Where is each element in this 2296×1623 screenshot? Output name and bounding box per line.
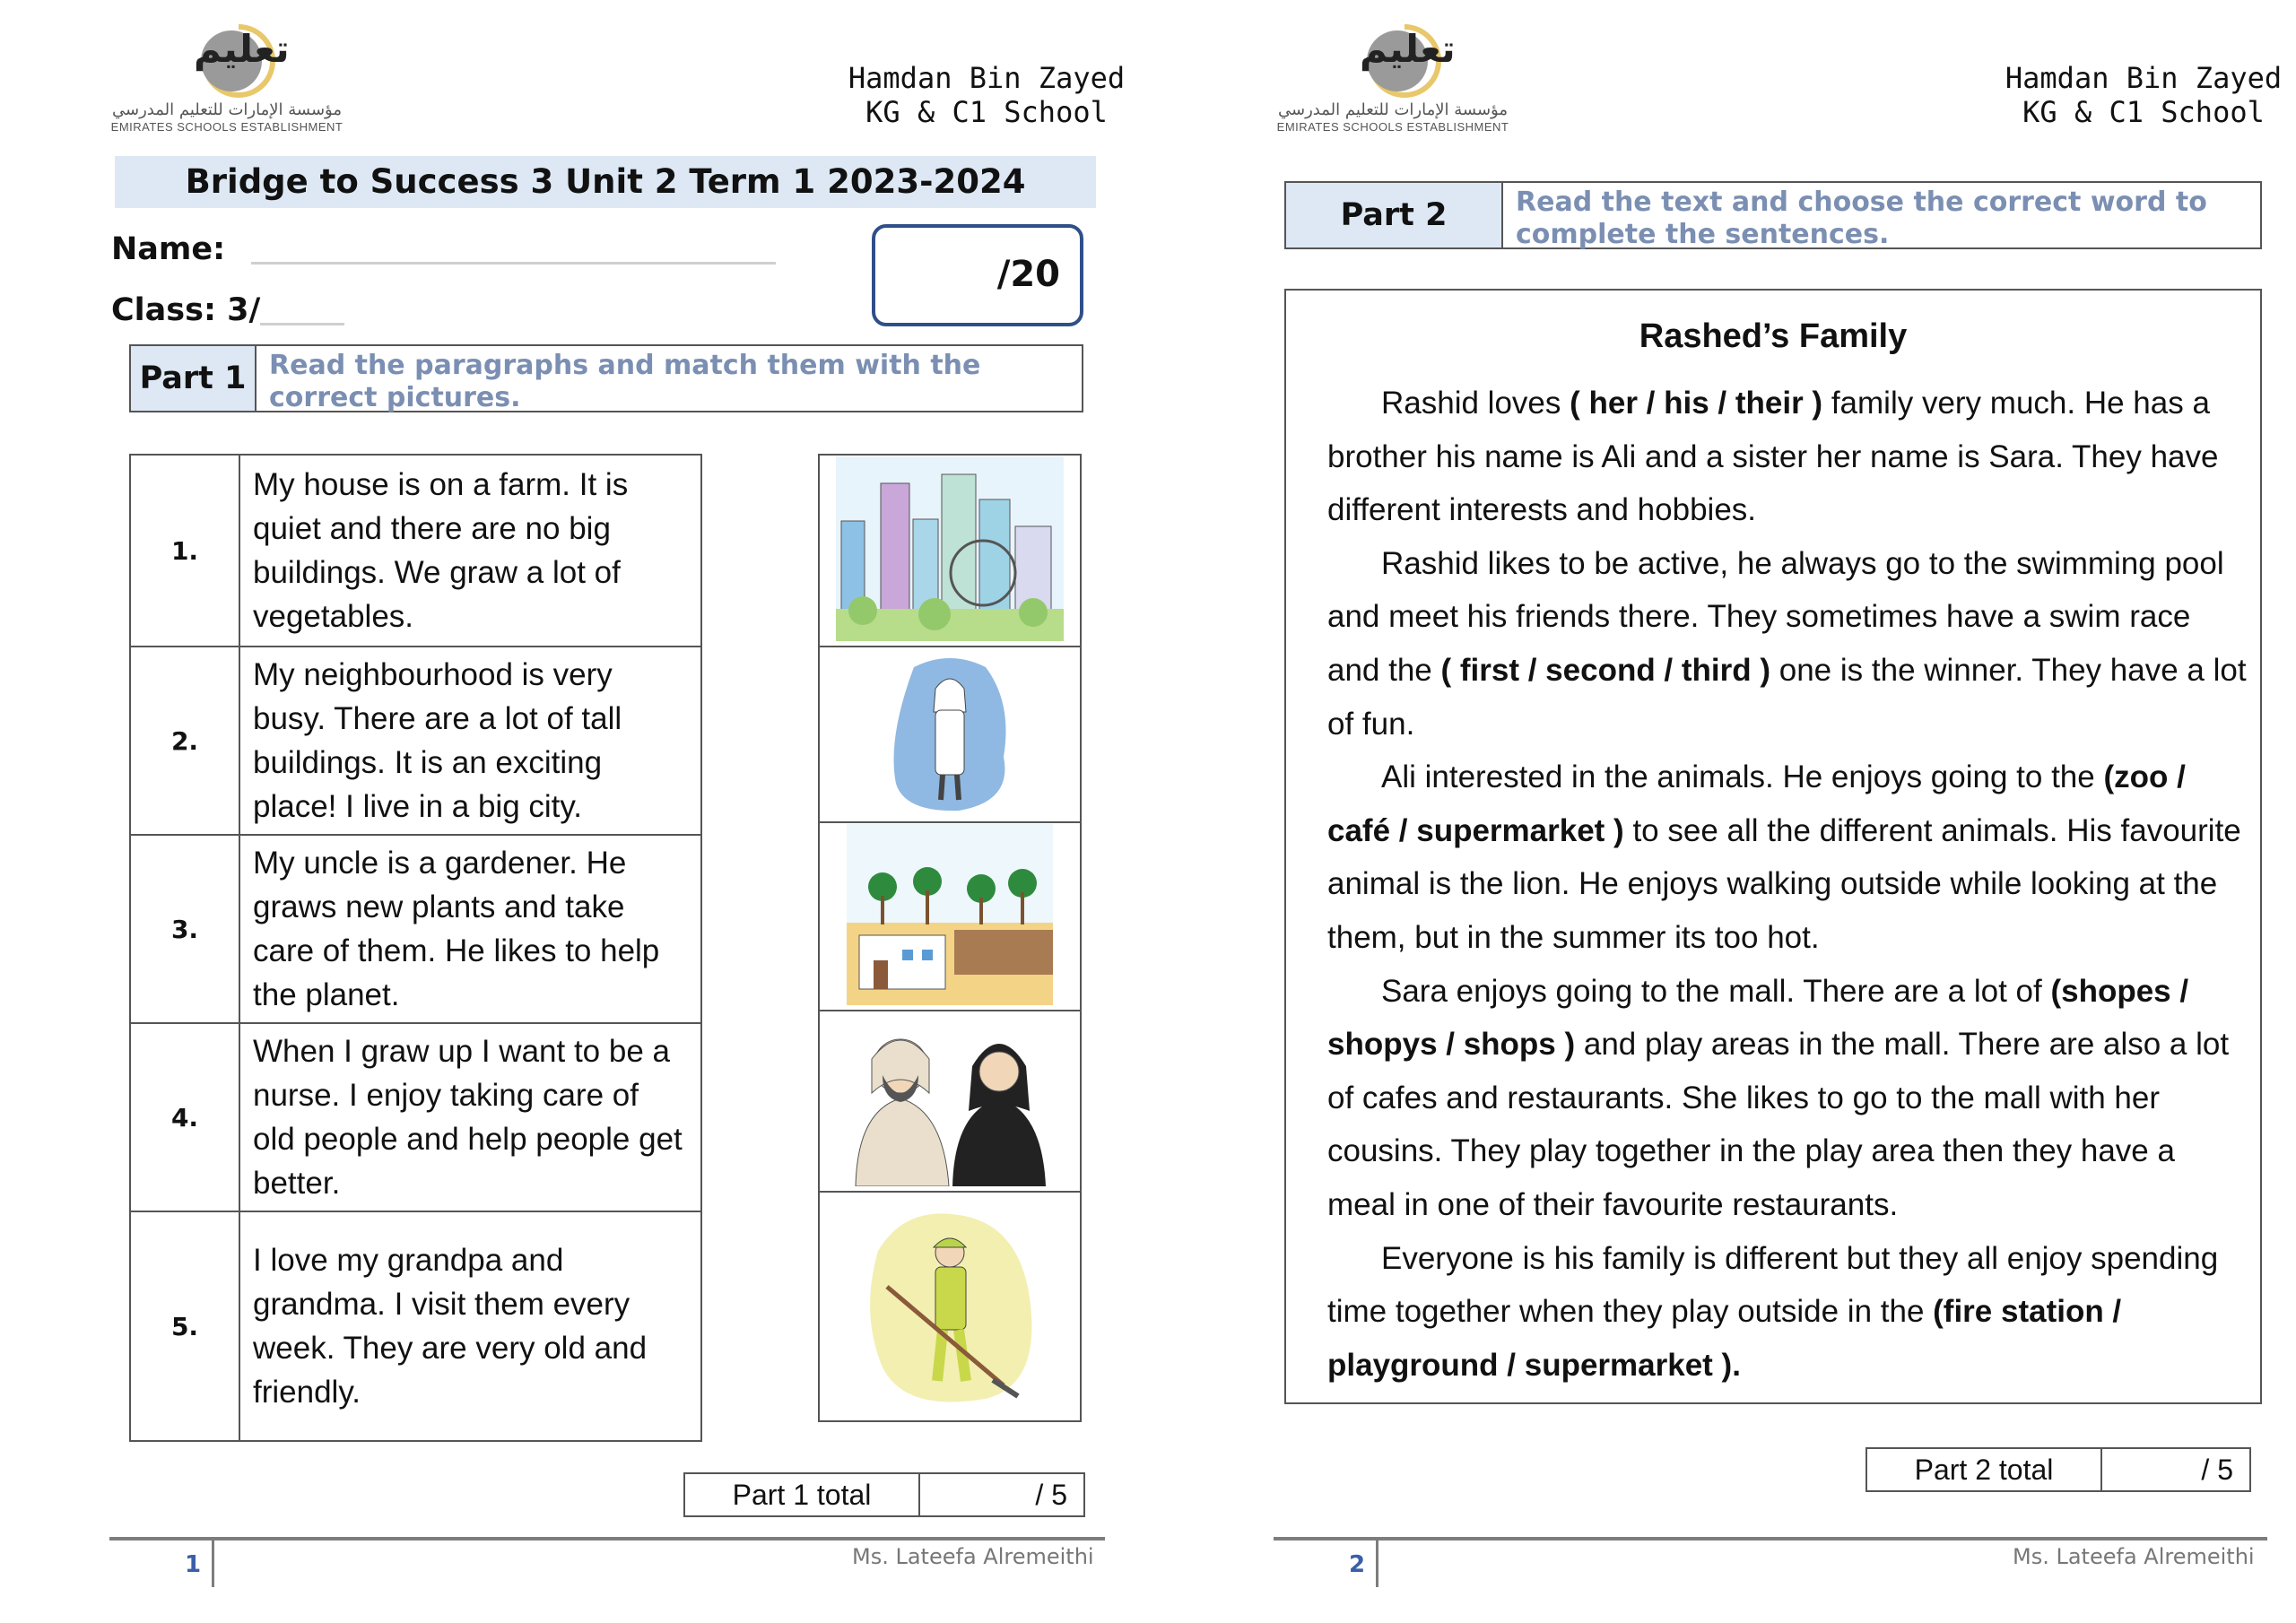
table-row [130, 1023, 701, 1211]
grandparents-icon [838, 1012, 1062, 1186]
picture-cell [819, 647, 1081, 822]
row-number: 3. [130, 835, 239, 1023]
footer-divider [109, 1537, 1105, 1541]
part2-total-box [1866, 1447, 2251, 1492]
part1-label: Part 1 [131, 346, 257, 411]
name-label: Name: [111, 231, 226, 267]
school-name-line2: KG & C1 School [865, 95, 1108, 129]
picture-cell [819, 1192, 1081, 1421]
paragraph-text: When I graw up I want to be a nurse. I enjoy taking care of old people and help people get better. [239, 1023, 701, 1211]
nurse-icon [860, 649, 1039, 816]
table-row [130, 647, 701, 835]
part2-instruction: Read the text and choose the correct word to complete the sentences. [1516, 187, 2207, 250]
paragraph-text: My uncle is a gardener. He graws new plants and take care of them. He likes to help the planet. [239, 835, 701, 1023]
page-number-separator [212, 1541, 214, 1587]
farm-house-icon [847, 824, 1053, 1005]
logo-arabic-word: تعليم [194, 27, 290, 71]
logo-arabic-word: تعليم [1360, 27, 1456, 71]
worksheet-title: Bridge to Success 3 Unit 2 Term 1 2023-2024 [115, 156, 1096, 208]
row-number: 4. [130, 1023, 239, 1211]
part1-total-label: Part 1 total [685, 1474, 920, 1515]
teacher-name: Ms. Lateefa Alremeithi [852, 1544, 1094, 1569]
table-row [130, 455, 701, 647]
part1-instruction: Read the paragraphs and match them with the correct pictures. [269, 350, 981, 413]
city-skyline-icon [836, 456, 1064, 641]
paragraph-text: My house is on a farm. It is quiet and there are no big buildings. We graw a lot of vegetables. [239, 455, 701, 647]
org-name-english: EMIRATES SCHOOLS ESTABLISHMENT [110, 120, 344, 134]
row-number: 5. [130, 1211, 239, 1441]
table-row [819, 1192, 1081, 1421]
paragraph-text: I love my grandpa and grandma. I visit them every week. They are very old and friendly. [239, 1211, 701, 1441]
page-number: 1 [185, 1551, 202, 1578]
org-name-english: EMIRATES SCHOOLS ESTABLISHMENT [1276, 120, 1509, 134]
org-name-arabic: مؤسسة الإمارات للتعليم المدرسي [112, 100, 342, 119]
gardener-icon [851, 1197, 1048, 1412]
page-number-separator [1376, 1541, 1378, 1587]
part1-header [129, 344, 1083, 412]
part2-label: Part 2 [1286, 183, 1503, 247]
story-title: Rashed’s Family [1639, 317, 1908, 355]
story-paragraph: Sara enjoys going to the mall. There are a lot of (shopes / shopys / shops ) and play areas in the mall. There are also a lot of cafes and restaurants. She likes to go to the mall with her cousins. They play together in the play area then they have a meal in one of their favourite restaurants. [1327, 973, 2230, 1222]
choice-group[interactable]: (fire station / playground / supermarket ). [1327, 1294, 2122, 1383]
total-score-box: /20 [872, 224, 1083, 326]
story-paragraph: Rashid loves ( her / his / their ) family very much. He has a brother his name is Ali and a sister her name is Sara. They have different interests and hobbies. [1327, 386, 2219, 528]
part2-total-value: / 5 [2201, 1453, 2233, 1486]
class-field[interactable] [260, 323, 344, 325]
page-number: 2 [1349, 1551, 1366, 1578]
ese-logo [106, 20, 375, 145]
school-name [843, 61, 1130, 129]
story-paragraph: Everyone is his family is different but they all enjoy spending time together when they play outside in the (fire station / playground / supermarket ). [1327, 1240, 2219, 1383]
story-paragraph: Ali interested in the animals. He enjoys going to the (zoo / café / supermarket ) to see all the different animals. His favourite animal is the lion. He enjoys walking outside while looking at the them, but in the summer its too hot. [1327, 759, 2241, 955]
table-row [130, 1211, 701, 1441]
choice-group[interactable]: ( first / second / third ) [1440, 652, 1771, 688]
paragraph-table [129, 454, 702, 1442]
picture-cell [819, 1011, 1081, 1192]
part2-header [1284, 181, 2262, 249]
choice-group[interactable]: (shopes / shopys / shops ) [1327, 973, 2189, 1063]
choice-group[interactable]: (zoo / café / supermarket ) [1327, 759, 2186, 848]
school-name [2000, 61, 2287, 129]
choice-group[interactable]: ( her / his / their ) [1570, 386, 1823, 421]
name-field[interactable] [251, 262, 776, 265]
picture-cell [819, 822, 1081, 1011]
table-row [819, 647, 1081, 822]
class-label: Class: 3/ [111, 292, 261, 328]
part1-total-value: / 5 [1035, 1478, 1067, 1511]
school-name-line1: Hamdan Bin Zayed [2005, 61, 2283, 95]
school-name-line2: KG & C1 School [2022, 95, 2265, 129]
picture-cell [819, 455, 1081, 647]
part2-total-label: Part 2 total [1867, 1449, 2102, 1490]
row-number: 2. [130, 647, 239, 835]
row-number: 1. [130, 455, 239, 647]
worksheet-page-2 [1157, 0, 2296, 1623]
story-box [1284, 289, 2262, 1404]
part1-total-box [683, 1472, 1085, 1517]
picture-table [818, 454, 1082, 1422]
table-row [819, 455, 1081, 647]
table-row [130, 835, 701, 1023]
teacher-name: Ms. Lateefa Alremeithi [2013, 1544, 2255, 1569]
footer-divider [1274, 1537, 2267, 1541]
story-text [1327, 377, 2251, 1392]
table-row [819, 822, 1081, 1011]
paragraph-text: My neighbourhood is very busy. There are a lot of tall buildings. It is an exciting place! I live in a big city. [239, 647, 701, 835]
school-name-line1: Hamdan Bin Zayed [848, 61, 1126, 95]
table-row [819, 1011, 1081, 1192]
ese-logo [1272, 20, 1541, 145]
org-name-arabic: مؤسسة الإمارات للتعليم المدرسي [1278, 100, 1508, 119]
story-paragraph: Rashid likes to be active, he always go to the swimming pool and meet his friends there. They sometimes have a swim race and the ( first / second / third ) one is the winner. They have a lot of fun. [1327, 545, 2247, 742]
